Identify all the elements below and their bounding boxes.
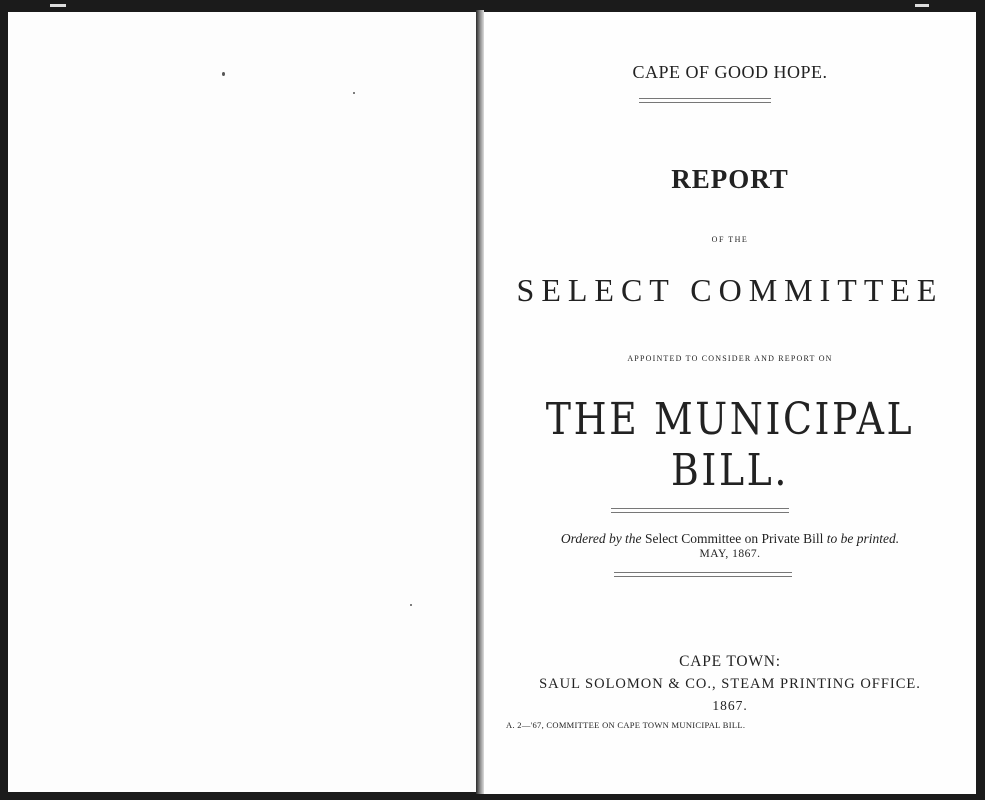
of-the-line: OF THE xyxy=(711,235,749,244)
imprint-year: 1867. xyxy=(712,698,748,713)
book-gutter xyxy=(476,10,484,794)
order-tail: to be printed. xyxy=(826,531,900,546)
appointed-line: APPOINTED TO CONSIDER AND REPORT ON xyxy=(627,354,833,363)
order-lead: Ordered by the xyxy=(560,531,642,546)
order-body: Select Committee on Private Bill xyxy=(644,531,824,546)
report-title: REPORT xyxy=(671,164,789,194)
print-date: MAY, 1867. xyxy=(699,548,761,560)
footer-reference: A. 2—'67, COMMITTEE ON CAPE TOWN MUNICIPAL BILL. xyxy=(506,720,746,730)
paper-speck xyxy=(353,92,355,94)
ornamental-rule xyxy=(639,98,771,103)
ornamental-rule xyxy=(611,508,789,513)
scan-edge-mark xyxy=(915,4,929,7)
title-page xyxy=(484,12,976,794)
paper-speck xyxy=(410,604,412,606)
paper-speck xyxy=(222,72,225,76)
scan-edge-mark xyxy=(50,4,66,7)
left-blank-page xyxy=(8,12,476,792)
colony-heading: CAPE OF GOOD HOPE. xyxy=(632,62,828,82)
imprint-printer: SAUL SOLOMON & CO., STEAM PRINTING OFFICE. xyxy=(539,676,921,692)
committee-title: SELECT COMMITTEE xyxy=(516,272,944,308)
imprint-city: CAPE TOWN: xyxy=(679,653,781,670)
ornamental-rule xyxy=(614,572,792,577)
printing-order xyxy=(484,531,976,547)
bill-title: THE MUNICIPAL BILL. xyxy=(545,394,915,496)
